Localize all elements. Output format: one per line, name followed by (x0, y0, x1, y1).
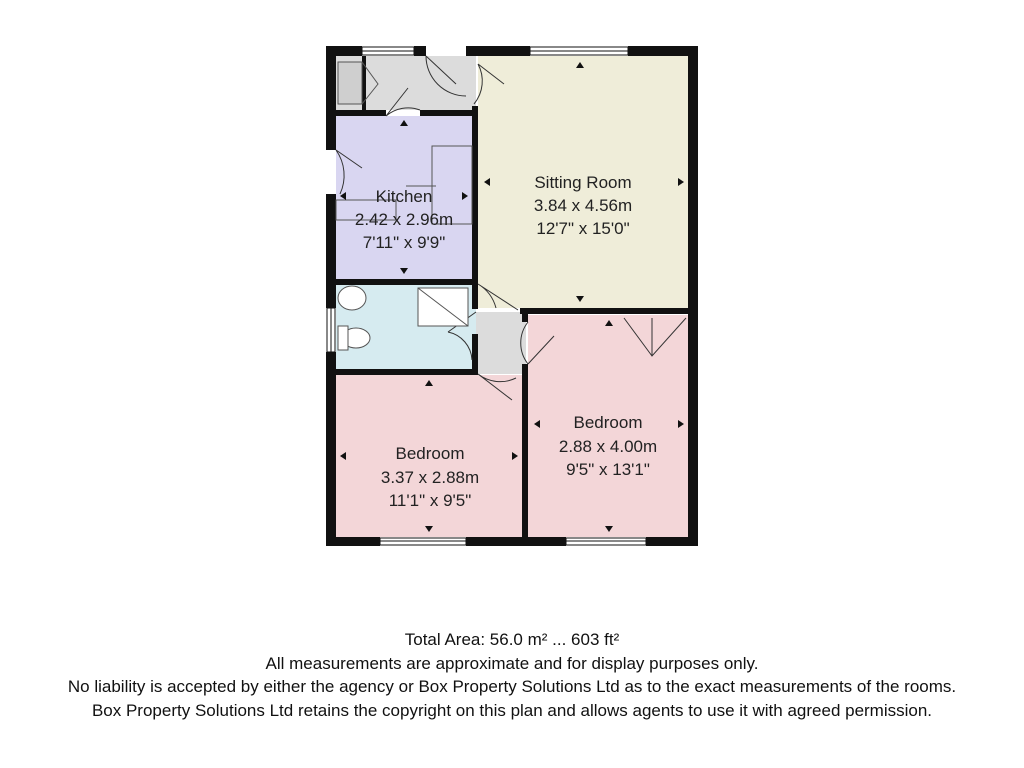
kitchen-metric: 2.42 x 2.96m (354, 210, 454, 229)
bedroom-right-imperial: 9'5" x 13'1" (566, 460, 650, 479)
disclaimer-liability: No liability is accepted by either the agency or Box Property Solutions Ltd as to the exact measurements of the rooms. (67, 677, 957, 696)
disclaimer-copyright: Box Property Solutions Ltd retains the copyright on this plan and allows agents to use it with agreed permission. (91, 700, 933, 720)
sitting-room-name: Sitting Room (534, 173, 632, 192)
bedroom-left-metric: 3.37 x 2.88m (380, 468, 480, 487)
bedroom-right-metric: 2.88 x 4.00m (558, 437, 658, 456)
kitchen-name: Kitchen (375, 187, 433, 206)
sitting-room-imperial: 12'7" x 15'0" (536, 219, 630, 238)
total-area: Total Area: 56.0 m² ... 603 ft² (404, 630, 620, 649)
bedroom-left-imperial: 11'1" x 9'5" (388, 491, 472, 510)
bedroom-right-label (559, 413, 657, 479)
bedroom-left-name: Bedroom (395, 444, 465, 463)
bedroom-left-label (381, 444, 479, 510)
disclaimer-footer (0, 628, 1024, 722)
sitting-room-label (534, 173, 632, 238)
basin (338, 286, 366, 310)
inner-hall-fill (476, 312, 526, 374)
sitting-room-metric: 3.84 x 4.56m (533, 196, 633, 215)
disclaimer-approximate: All measurements are approximate and for display purposes only. (265, 653, 759, 673)
kitchen-imperial: 7'11" x 9'9" (362, 233, 446, 252)
bedroom-right-name: Bedroom (573, 413, 643, 432)
